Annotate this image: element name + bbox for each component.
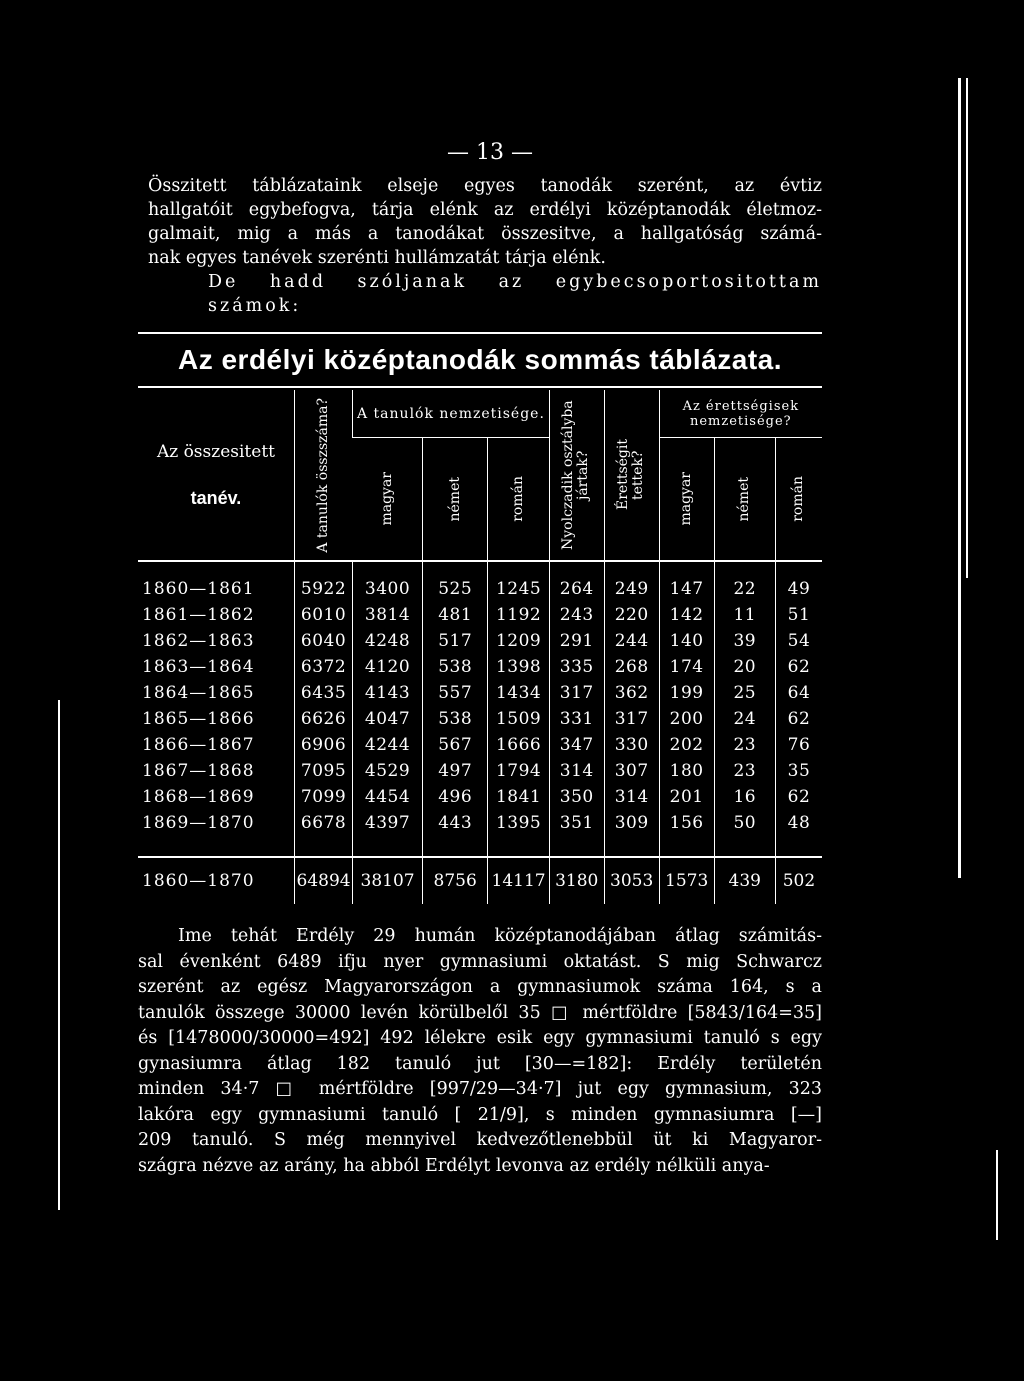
row-year-cell: 1860—1861 [142, 579, 255, 599]
row-value-cell: 362 [604, 680, 659, 706]
row-value-cell: 525 [422, 576, 488, 602]
row-value-cell: 3814 [353, 602, 423, 628]
row-value-cell: 4529 [353, 758, 423, 784]
header-tanev-line2: tanév. [190, 488, 242, 508]
row-value-cell: 64 [775, 680, 822, 706]
header-erettsegit-text: Érettségit tettek? [614, 439, 646, 511]
total-row [138, 857, 822, 904]
table-row [138, 628, 822, 654]
intro-spaced-line: De hadd szóljanak az egybecsoportositottam számok: [208, 272, 822, 316]
row-value-cell: 50 [714, 810, 775, 836]
intro-line: Összitett táblázataink elseje egyes tanodák szerént, az évtiz [148, 176, 822, 196]
row-value-cell: 16 [714, 784, 775, 810]
row-value-cell: 557 [422, 680, 488, 706]
table-row [138, 654, 822, 680]
row-value-cell: 200 [659, 706, 714, 732]
row-value-cell: 309 [604, 810, 659, 836]
row-value-cell: 7095 [294, 758, 352, 784]
header-e-magyar: magyar [659, 438, 714, 561]
intro-line: nak egyes tanévek szerénti hullámzatát tárja elénk. [148, 248, 606, 268]
row-value-cell: 249 [604, 576, 659, 602]
header-e-roman: román [775, 438, 822, 561]
summary-table [138, 390, 822, 904]
body-line: szágra nézve az arány, ha abból Erdélyt levonva az erdély nélküli anya- [138, 1155, 770, 1176]
table-row [138, 810, 822, 836]
table-row [138, 680, 822, 706]
header-roman: román [488, 438, 549, 561]
row-year-cell: 1862—1863 [142, 631, 255, 651]
row-value-cell: 243 [549, 602, 604, 628]
row-year-cell: 1869—1870 [142, 813, 255, 833]
header-nyolczadik-text: Nyolczadik osztályba jártak? [559, 400, 591, 550]
row-value-cell: 331 [549, 706, 604, 732]
row-value-cell: 6040 [294, 628, 352, 654]
scan-edge-right-3 [996, 1150, 998, 1240]
scan-edge-right [958, 78, 961, 878]
total-cell: 502 [775, 857, 822, 904]
page-number: — 13 — [447, 140, 533, 165]
row-value-cell: 496 [422, 784, 488, 810]
row-value-cell: 5922 [294, 576, 352, 602]
row-year-cell: 1864—1865 [142, 683, 255, 703]
body-paragraph [138, 924, 822, 1179]
row-value-cell: 62 [775, 706, 822, 732]
row-value-cell: 156 [659, 810, 714, 836]
row-value-cell: 4120 [353, 654, 423, 680]
row-value-cell: 538 [422, 706, 488, 732]
row-value-cell: 3400 [353, 576, 423, 602]
row-value-cell: 1395 [488, 810, 549, 836]
row-year-cell: 1867—1868 [142, 761, 255, 781]
intro-paragraph [138, 174, 822, 318]
row-value-cell: 1841 [488, 784, 549, 810]
row-value-cell: 4047 [353, 706, 423, 732]
row-value-cell: 76 [775, 732, 822, 758]
total-cell: 38107 [353, 857, 423, 904]
body-line: és [1478000/30000=492] 492 lélekre esik egy gymnasiumi tanuló s egy [138, 1028, 822, 1048]
row-value-cell: 314 [604, 784, 659, 810]
row-value-cell: 62 [775, 784, 822, 810]
total-cell: 1573 [659, 857, 714, 904]
table-title: Az erdélyi középtanodák sommás táblázata. [138, 332, 822, 388]
header-tanev [138, 390, 294, 561]
header-magyar: magyar [353, 438, 423, 561]
table-row [138, 758, 822, 784]
row-value-cell: 1666 [488, 732, 549, 758]
row-value-cell: 351 [549, 810, 604, 836]
row-value-cell: 4454 [353, 784, 423, 810]
body-text [138, 924, 822, 1179]
row-value-cell: 497 [422, 758, 488, 784]
row-value-cell: 6626 [294, 706, 352, 732]
row-value-cell: 22 [714, 576, 775, 602]
row-value-cell: 48 [775, 810, 822, 836]
body-line: 209 tanuló. S még mennyivel kedvezőtlenebbül üt ki Magyaror- [138, 1130, 822, 1150]
total-cell: 8756 [422, 857, 488, 904]
row-value-cell: 330 [604, 732, 659, 758]
row-value-cell: 7099 [294, 784, 352, 810]
row-value-cell: 180 [659, 758, 714, 784]
header-erettsegit [604, 390, 659, 561]
row-value-cell: 20 [714, 654, 775, 680]
row-value-cell: 39 [714, 628, 775, 654]
header-e-nemet: német [714, 438, 775, 561]
row-value-cell: 35 [775, 758, 822, 784]
row-value-cell: 4248 [353, 628, 423, 654]
row-value-cell: 1192 [488, 602, 549, 628]
row-year-cell: 1861—1862 [142, 605, 255, 625]
row-value-cell: 350 [549, 784, 604, 810]
row-value-cell: 6906 [294, 732, 352, 758]
body-line: sal évenként 6489 ifju nyer gymnasiumi oktatást. S mig Schwarcz [138, 951, 822, 972]
row-value-cell: 347 [549, 732, 604, 758]
row-value-cell: 6010 [294, 602, 352, 628]
row-value-cell: 291 [549, 628, 604, 654]
row-value-cell: 4143 [353, 680, 423, 706]
row-value-cell: 140 [659, 628, 714, 654]
row-value-cell: 6372 [294, 654, 352, 680]
row-value-cell: 1398 [488, 654, 549, 680]
table-row [138, 784, 822, 810]
table-row [138, 576, 822, 602]
row-value-cell: 202 [659, 732, 714, 758]
row-value-cell: 335 [549, 654, 604, 680]
document-page [138, 140, 822, 1179]
row-value-cell: 142 [659, 602, 714, 628]
body-line: szerént az egész Magyarországon a gymnasiumok száma 164, s a [138, 977, 822, 997]
header-tanulok-szama [294, 390, 352, 561]
body-line: tanulók összege 30000 levén körülbelől 35 □ mértföldre [5843/164=35] [138, 1002, 822, 1023]
header-erettsegi-group: Az érettségisek nemzetisége? [659, 390, 822, 438]
row-value-cell: 314 [549, 758, 604, 784]
row-value-cell: 11 [714, 602, 775, 628]
row-value-cell: 23 [714, 732, 775, 758]
row-value-cell: 25 [714, 680, 775, 706]
row-value-cell: 268 [604, 654, 659, 680]
scan-edge-left [58, 700, 60, 1210]
row-value-cell: 567 [422, 732, 488, 758]
body-line: lakóra egy gymnasiumi tanuló [ 21/9], s minden gymnasiumra [—] [138, 1104, 822, 1125]
total-cell: 1860—1870 [138, 857, 294, 904]
row-value-cell: 54 [775, 628, 822, 654]
row-value-cell: 49 [775, 576, 822, 602]
intro-line: hallgatóit egybefogva, tárja elénk az erdélyi középtanodák életmoz- [148, 200, 822, 220]
row-value-cell: 1434 [488, 680, 549, 706]
header-tanulok-szama-text: A tanulók összszáma? [315, 397, 332, 553]
row-value-cell: 174 [659, 654, 714, 680]
header-nyolczadik [549, 390, 604, 561]
row-value-cell: 1209 [488, 628, 549, 654]
header-nemzetiseg-group: A tanulók nemzetisége. [353, 390, 550, 438]
row-value-cell: 1509 [488, 706, 549, 732]
body-line: gynasiumra átlag 182 tanuló jut [30—=182]: Erdély területén [138, 1053, 822, 1074]
total-cell: 14117 [488, 857, 549, 904]
row-value-cell: 517 [422, 628, 488, 654]
row-value-cell: 307 [604, 758, 659, 784]
header-tanev-line1: Az összesitett [156, 442, 275, 462]
row-value-cell: 1245 [488, 576, 549, 602]
total-cell: 439 [714, 857, 775, 904]
row-year-cell: 1863—1864 [142, 657, 255, 677]
body-line: Ime tehát Erdély 29 humán középtanodájában átlag számitás- [178, 926, 822, 946]
row-value-cell: 481 [422, 602, 488, 628]
row-value-cell: 317 [549, 680, 604, 706]
row-value-cell: 1794 [488, 758, 549, 784]
row-value-cell: 51 [775, 602, 822, 628]
row-value-cell: 201 [659, 784, 714, 810]
row-value-cell: 62 [775, 654, 822, 680]
total-cell: 3180 [549, 857, 604, 904]
total-cell: 3053 [604, 857, 659, 904]
row-value-cell: 199 [659, 680, 714, 706]
row-value-cell: 317 [604, 706, 659, 732]
table-row [138, 602, 822, 628]
scan-edge-right-2 [966, 78, 968, 578]
body-line: minden 34·7 □ mértföldre [997/29—34·7] jut egy gymnasium, 323 [138, 1079, 822, 1099]
intro-line: galmait, mig a más a tanodákat összesitve, a hallgatóság számá- [148, 224, 822, 244]
row-year-cell: 1865—1866 [142, 709, 255, 729]
row-value-cell: 4397 [353, 810, 423, 836]
total-cell: 64894 [294, 857, 352, 904]
row-value-cell: 538 [422, 654, 488, 680]
row-value-cell: 24 [714, 706, 775, 732]
table-row [138, 732, 822, 758]
row-value-cell: 4244 [353, 732, 423, 758]
row-value-cell: 23 [714, 758, 775, 784]
row-year-cell: 1866—1867 [142, 735, 255, 755]
row-value-cell: 443 [422, 810, 488, 836]
row-value-cell: 6678 [294, 810, 352, 836]
row-year-cell: 1868—1869 [142, 787, 255, 807]
table-row [138, 706, 822, 732]
row-value-cell: 147 [659, 576, 714, 602]
row-value-cell: 264 [549, 576, 604, 602]
row-value-cell: 244 [604, 628, 659, 654]
row-value-cell: 6435 [294, 680, 352, 706]
row-value-cell: 220 [604, 602, 659, 628]
header-nemet: német [422, 438, 488, 561]
